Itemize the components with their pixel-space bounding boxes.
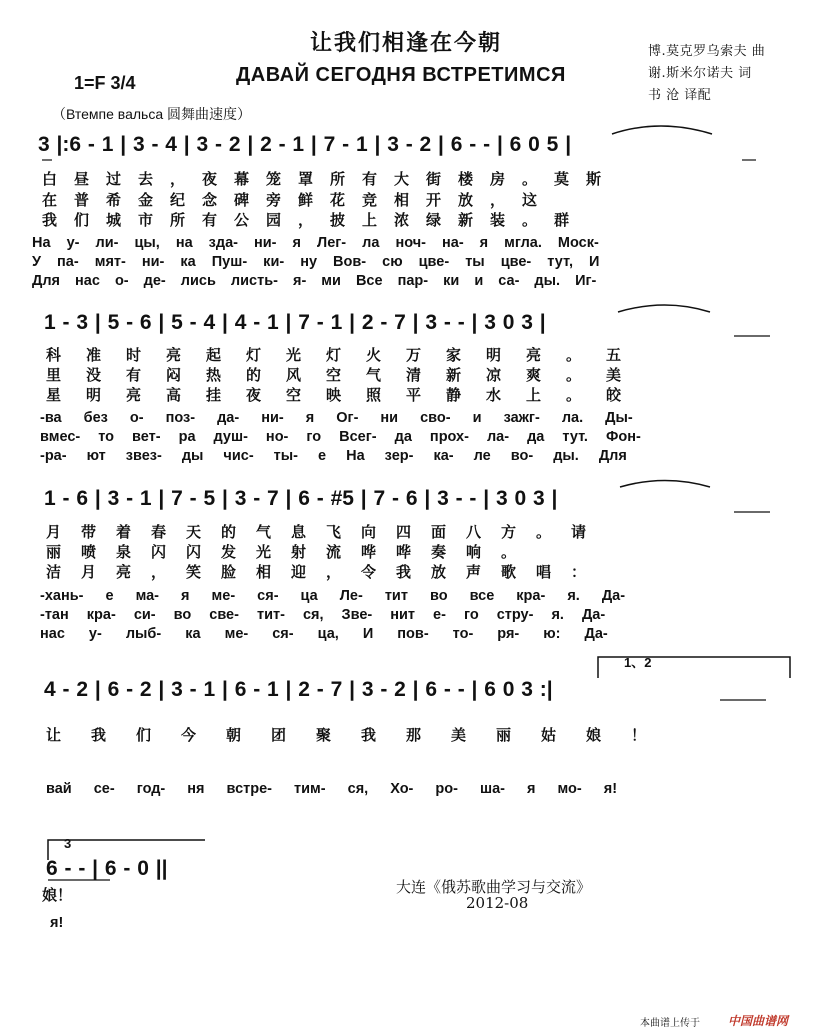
notes-system-5: 6 - - | 6 - 0 || <box>46 857 168 880</box>
lyric-ru-s5: я! <box>50 915 64 931</box>
lyric-ru-s1-v3: Для нас о- де- лись листь- я- ми Все пар- ки и са- ды. Иг- <box>32 273 597 289</box>
lyric-ru-s4: вай се- год- ня встре- тим- ся, Хо- ро- ша- я мо- я! <box>46 781 618 797</box>
lyric-ru-s2-v3: -ра- ют звез- ды чис- ты- е На зер- ка- ле во- ды. Для <box>40 448 627 464</box>
notes-system-3: 1 - 6 | 3 - 1 | 7 - 5 | 3 - 7 | 6 - #5 | 7 - 6 | 3 - - | 3 0 3 | <box>44 487 558 510</box>
lyric-cn-s5: 娘！ <box>42 886 73 904</box>
lyric-cn-s4: 让我们今朝团聚我那美丽姑娘！ <box>46 726 677 744</box>
lyric-ru-s3-v3: нас у- лыб- ка ме- ся- ца, И пов- то- ря- ю: Да- <box>40 626 608 642</box>
footer-date: 2012-08 <box>466 894 529 912</box>
title-russian: ДАВАЙ СЕГОДНЯ ВСТРЕТИМСЯ <box>236 64 566 86</box>
lyric-ru-s2-v1: -ва без о- поз- да- ни- я Ог- ни сво- и зажг- ла. Ды- <box>40 410 633 426</box>
title-chinese: 让我们相逢在今朝 <box>310 30 503 56</box>
upload-note: 本曲谱上传于 <box>640 1018 700 1029</box>
notes-system-4: 4 - 2 | 6 - 2 | 3 - 1 | 6 - 1 | 2 - 7 | 3 - 2 | 6 - - | 6 0 3 :| <box>44 678 553 701</box>
lyric-ru-s3-v1: -хань- е ма- я ме- ся- ца Ле- тит во все кра- я. Да- <box>40 588 626 604</box>
lyric-cn-s1-v1: 白昼过去，夜幕笼罩所有大街楼房。莫斯 <box>42 170 619 188</box>
ending-label-1-2: 1、2 <box>624 655 652 670</box>
lyric-cn-s3-v1: 月带着春天的气息飞向四面八方。请 <box>46 523 607 541</box>
lyric-cn-s1-v3: 我们城市所有公园，披上浓绿新装。群 <box>42 211 587 229</box>
lyric-ru-s1-v2: У па- мят- ни- ка Пуш- ки- ну Вов- сю цве- ты цве- тут, И <box>32 254 600 270</box>
lyric-ru-s1-v1: На у- ли- цы, на зда- ни- я Лег- ла ноч- на- я мгла. Моск- <box>32 235 599 251</box>
lyric-cn-s3-v2: 丽喷泉闪闪发光射流哗哗奏响。 <box>46 543 537 561</box>
credit-lyricist: 谢.斯米尔诺夫 词 <box>648 66 752 81</box>
tempo-marking: （Втемпе вальса 圆舞曲速度） <box>52 106 252 122</box>
lyric-cn-s1-v2: 在普希金纪念碑旁鲜花竞相开放，这 <box>42 191 555 209</box>
credit-composer: 博.莫克罗乌索夫 曲 <box>648 44 766 59</box>
credit-translator: 书 沧 译配 <box>648 88 712 103</box>
notes-system-1: 3 |:6 - 1 | 3 - 4 | 3 - 2 | 2 - 1 | 7 - 1 | 3 - 2 | 6 - - | 6 0 5 | <box>38 133 572 156</box>
site-logo[interactable]: 中国曲谱网 <box>728 1014 789 1028</box>
lyric-cn-s3-v3: 洁月亮，笑脸相迎，令我放声歌唱： <box>46 563 607 581</box>
notes-system-2: 1 - 3 | 5 - 6 | 5 - 4 | 4 - 1 | 7 - 1 | 2 - 7 | 3 - - | 3 0 3 | <box>44 311 546 334</box>
lyric-cn-s2-v3: 星明亮高挂夜空映照平静水上。皎 <box>46 386 647 404</box>
lyric-cn-s2-v2: 里没有闷热的风空气清新凉爽。美 <box>46 366 647 384</box>
lyric-ru-s3-v2: -тан кра- си- во све- тит- ся, Зве- нит е- го стру- я. Да- <box>40 607 606 623</box>
lyric-ru-s2-v2: вмес- то вет- ра душ- но- го Всег- да прох- ла- да тут. Фон- <box>40 429 641 445</box>
lyric-cn-s2-v1: 科准时亮起灯光灯火万家明亮。五 <box>46 346 647 364</box>
key-signature: 1=F 3/4 <box>74 73 136 93</box>
ending-label-3: 3 <box>64 836 72 851</box>
footer-source: 大连《俄苏歌曲学习与交流》 <box>396 878 592 896</box>
